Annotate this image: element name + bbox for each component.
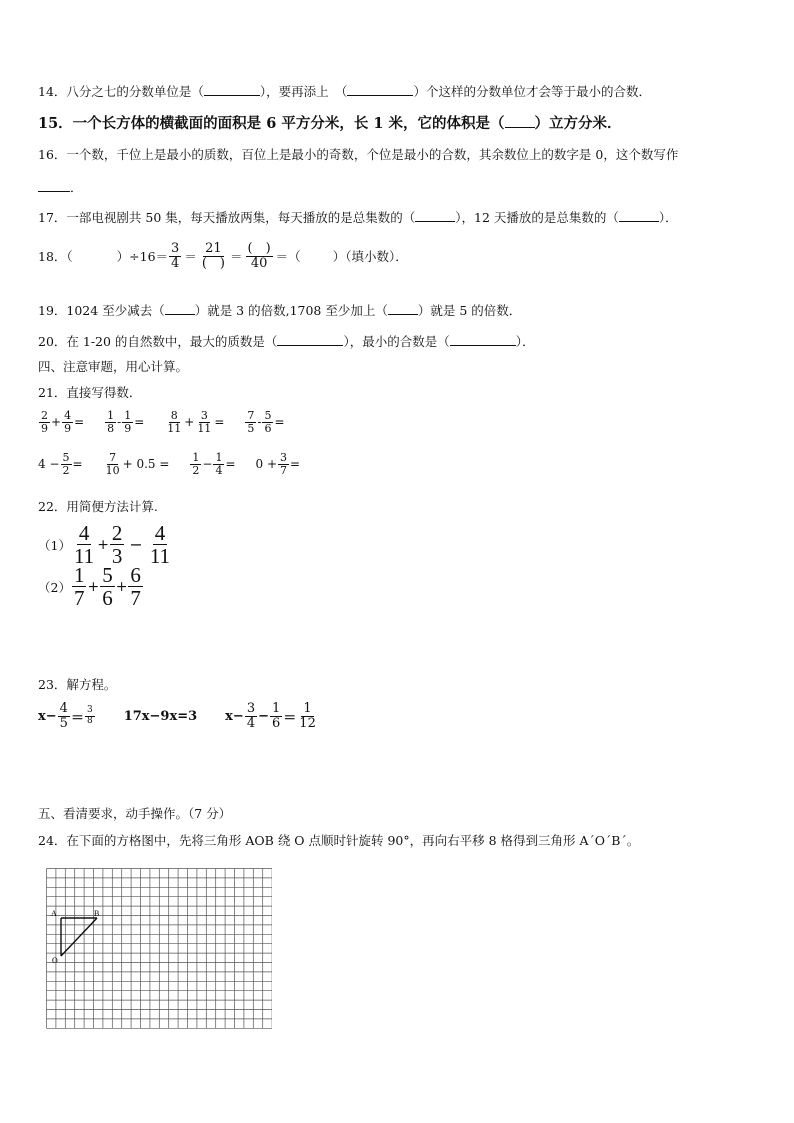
frac: [245, 410, 256, 434]
operator: −: [129, 535, 143, 555]
den: 4: [246, 715, 256, 731]
frac: [72, 522, 96, 567]
q22-p1-label: （1）: [38, 537, 71, 553]
q18-frac-1-num: 3: [171, 241, 180, 256]
q18-frac-1: [169, 242, 181, 270]
equals: ＝: [70, 710, 84, 726]
q20-text-c: ）．: [515, 334, 535, 349]
q18-frac-3-num-blank[interactable]: ( ): [247, 241, 271, 256]
num: 1: [303, 701, 312, 716]
q18-prefix: 18．（: [38, 249, 73, 265]
operator: −: [258, 708, 269, 724]
q21-expr-5: [38, 452, 83, 476]
tail: + 0.5 =: [122, 457, 170, 472]
q21-row-2: [38, 452, 314, 476]
num: 1: [215, 451, 223, 464]
section-4-heading: 四、注意审题，用心计算。: [38, 359, 189, 374]
q14-text-b: ），要再添上 （: [259, 84, 348, 99]
frac: [128, 564, 143, 609]
q22-part-2: [38, 564, 144, 609]
num: 2: [41, 409, 48, 422]
triangle-side-ob: [61, 918, 97, 956]
den: 7: [73, 586, 85, 611]
q21-expr-6: [103, 452, 170, 476]
q16-text-b: ．: [70, 180, 83, 195]
num: 8: [170, 409, 178, 422]
q15-blank[interactable]: [505, 115, 535, 128]
num: 1: [192, 451, 200, 464]
frac: [85, 706, 95, 726]
lead: 0 +: [255, 457, 278, 472]
den: 9: [41, 421, 48, 435]
q15-text-b: ）立方分米．: [534, 115, 622, 132]
equals: =: [225, 457, 236, 472]
den: 4: [215, 463, 223, 477]
num: 2: [111, 521, 123, 545]
den: 11: [149, 544, 171, 569]
frac: [195, 410, 213, 434]
question-23-title: 23．解方程。: [38, 677, 117, 692]
num: 7: [247, 409, 255, 422]
frac: [262, 410, 273, 434]
num: 3: [86, 705, 93, 716]
den: 10: [105, 463, 120, 477]
q21-expr-8: [256, 452, 301, 476]
question-17: [38, 209, 678, 226]
q18-eq-1: ＝: [184, 249, 197, 265]
square-grid[interactable]: [46, 868, 272, 1030]
operator: −: [202, 457, 213, 472]
q22-part-1: [38, 522, 173, 567]
num: 1: [73, 563, 85, 587]
q19-text-a: 19．1024 至少减去（: [38, 303, 165, 318]
q20-blank-2[interactable]: [450, 333, 516, 346]
frac: [270, 702, 282, 730]
q18-suffix: ）（填小数）．: [332, 249, 408, 265]
q17-text-a: 17．一部电视剧共 50 集，每天播放两集，每天播放的是总集数的（: [38, 210, 416, 225]
question-15: [38, 115, 622, 132]
num: 4: [59, 701, 68, 716]
frac: [105, 410, 116, 434]
q17-blank-2[interactable]: [619, 209, 659, 222]
question-20: [38, 333, 534, 350]
num: 4: [154, 521, 166, 545]
num: 7: [109, 451, 117, 464]
q18-frac-2: [200, 242, 227, 270]
question-16: [38, 147, 678, 163]
q18-eq-2: ＝: [230, 249, 243, 265]
num: 6: [130, 563, 141, 587]
frac: [278, 452, 289, 476]
q19-blank-1[interactable]: [165, 302, 195, 315]
q21-expr-3: [164, 410, 224, 434]
lead: 4 −: [38, 457, 60, 472]
q14-blank-1[interactable]: [204, 83, 260, 96]
den: 2: [192, 463, 200, 477]
q23-eq-3: [225, 702, 319, 730]
equals: =: [134, 415, 145, 430]
question-19: [38, 302, 521, 319]
den: 11: [197, 421, 212, 435]
question-21-title: 21．直接写得数．: [38, 385, 142, 400]
frac: [39, 410, 50, 434]
frac: [62, 410, 73, 434]
frac: [213, 452, 224, 476]
num: 1: [124, 409, 132, 422]
operator: +: [51, 415, 62, 430]
q20-text-a: 20．在 1-20 的自然数中，最大的质数是（: [38, 334, 278, 349]
q22-p2-label: （2）: [38, 579, 71, 595]
q15-text-a: 15．一个长方体的横截面的面积是 6 平方分米，长 1 米，它的体积是（: [38, 115, 505, 132]
num: 5: [102, 563, 113, 587]
q17-text-c: ）．: [658, 210, 678, 225]
question-14: [38, 83, 651, 100]
q23-eq-1: [38, 702, 96, 730]
num: 5: [264, 409, 272, 422]
q14-text-c: ）个这样的分数单位才会等于最小的合数．: [413, 84, 651, 99]
equals: =: [214, 415, 225, 430]
frac: [58, 702, 70, 730]
num: 1: [107, 409, 115, 422]
den: 7: [280, 463, 288, 477]
num: 1: [272, 701, 281, 716]
point-o-label: O: [52, 956, 58, 965]
equals: =: [72, 457, 83, 472]
den: 6: [264, 421, 272, 435]
q18-eq-3: ＝（: [275, 249, 301, 265]
den: 7: [130, 586, 141, 611]
frac: [110, 522, 125, 567]
q21-row-1: [38, 410, 299, 434]
operator: +: [115, 578, 128, 595]
den: 12: [299, 715, 316, 731]
q21-expr-7: [189, 452, 235, 476]
q23-equations: [38, 702, 333, 730]
operator: -: [257, 415, 262, 430]
equals: =: [74, 415, 85, 430]
den: 9: [64, 421, 72, 435]
frac: [190, 452, 201, 476]
q21-expr-1: [38, 410, 84, 434]
q18-frac-1-den: 4: [171, 255, 180, 271]
operator: +: [184, 415, 195, 430]
den: 5: [59, 715, 68, 731]
q16-text-a: 16．一个数，千位上是最小的质数，百位上是最小的奇数，个位是最小的合数，其余数位上的数字是 0，这个数写作: [38, 147, 679, 162]
den: 9: [124, 421, 132, 435]
q17-blank-1[interactable]: [415, 209, 455, 222]
q14-blank-2[interactable]: [347, 83, 413, 96]
den: 3: [111, 544, 123, 569]
q20-text-b: ），最小的合数是（: [343, 334, 450, 349]
num: 3: [200, 409, 208, 422]
q18-frac-2-num: 21: [205, 241, 222, 256]
frac: [104, 452, 122, 476]
num: 4: [78, 521, 90, 545]
frac: [122, 410, 133, 434]
q18-frac-3-den: 40: [250, 255, 268, 271]
den: 6: [272, 715, 281, 731]
frac: [245, 702, 257, 730]
question-18: [38, 242, 408, 270]
q21-expr-2: [104, 410, 144, 434]
den: 8: [86, 715, 93, 726]
den: 6: [102, 586, 113, 611]
operator: -: [117, 415, 122, 430]
num: 3: [280, 451, 288, 464]
section-5-heading: 五、看清要求，动手操作。（7 分）: [38, 806, 232, 821]
q18-frac-2-den-blank[interactable]: ( ): [201, 255, 225, 271]
point-a-label: A: [51, 909, 57, 918]
frac: [61, 452, 72, 476]
den: 5: [247, 421, 255, 435]
equals: =: [274, 415, 285, 430]
operator: +: [87, 578, 100, 595]
question-22-title: 22．用简便方法计算.: [38, 499, 158, 514]
q21-expr-4: [244, 410, 284, 434]
operator: +: [97, 536, 109, 553]
den: 11: [167, 421, 182, 435]
den: 11: [73, 544, 95, 569]
q19-text-c: ）就是 5 的倍数．: [417, 303, 522, 318]
den: 2: [62, 463, 70, 477]
num: 3: [246, 701, 256, 716]
question-24: 24．在下面的方格图中，先将三角形 AOB 绕 O 点顺时针旋转 90°，再向右平移 8 格得到三角形 A´O´B´。: [38, 833, 640, 848]
q18-frac-3: [246, 242, 273, 270]
equals: =: [290, 457, 301, 472]
frac: [165, 410, 183, 434]
lead: x−: [38, 708, 57, 724]
lead: x−: [225, 708, 244, 724]
q18-div16: ）÷16＝: [116, 249, 169, 265]
frac: [72, 564, 87, 609]
frac: [297, 702, 318, 730]
den: 8: [107, 421, 115, 435]
point-b-label: B: [94, 909, 100, 918]
frac: [100, 564, 115, 609]
q19-text-b: ）就是 3 的倍数,1708 至少加上（: [194, 303, 388, 318]
equals: ＝: [283, 710, 297, 726]
frac: [148, 522, 172, 567]
num: 5: [62, 451, 70, 464]
question-16-answer-line: [38, 179, 83, 196]
q17-text-b: ），12 天播放的是总集数的（: [455, 210, 619, 225]
q14-text-a: 14．八分之七的分数单位是（: [38, 84, 204, 99]
q23-eq-2: 17x−9x=3: [123, 708, 198, 724]
num: 4: [64, 409, 72, 422]
q20-blank-1[interactable]: [277, 333, 343, 346]
q16-blank[interactable]: [38, 179, 70, 192]
q19-blank-2[interactable]: [388, 302, 418, 315]
